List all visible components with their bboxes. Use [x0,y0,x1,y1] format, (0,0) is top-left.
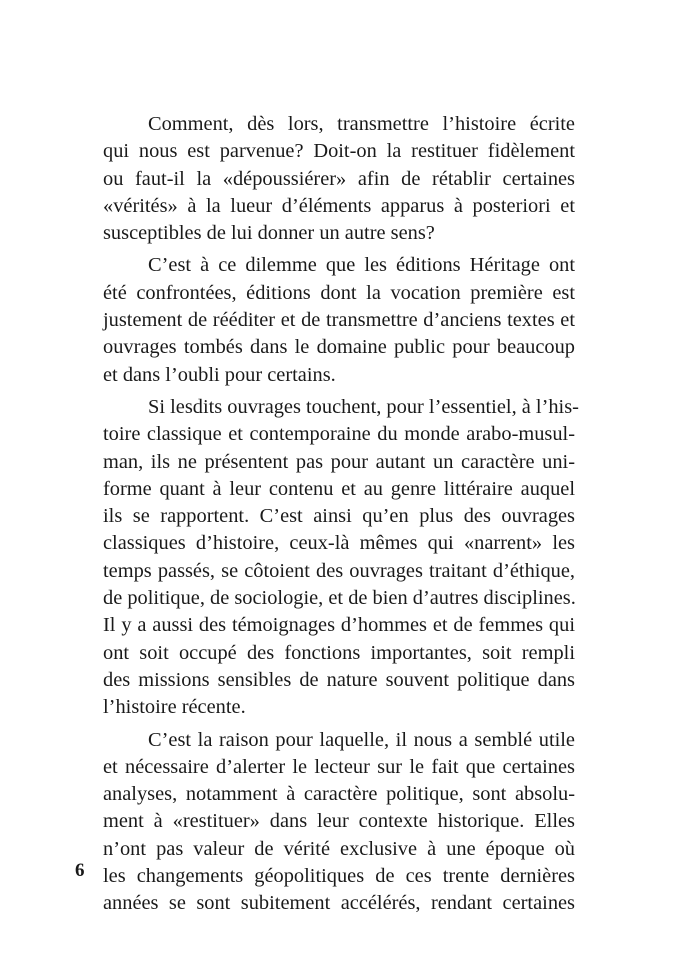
text-line: temps passés, se côtoient des ouvrages traitant d’éthique, [103,559,575,582]
text-line: et nécessaire d’alerter le lecteur sur le fait que certaines [103,755,575,778]
text-line: ont soit occupé des fonctions importantes, soit rempli [103,641,575,664]
text-line: classiques d’histoire, ceux-là mêmes qui «narrent» les [103,532,575,555]
paragraph-4 [103,727,575,918]
text-line: C’est la raison pour laquelle, il nous a semblé utile [148,728,575,751]
text-line: années se sont subitement accélérés, rendant certaines [103,892,575,915]
text-line: des missions sensibles de nature souvent politique dans [103,668,575,691]
text-line: les changements géopolitiques de ces trente dernières [103,865,575,888]
text-line: ouvrages tombés dans le domaine public pour beaucoup [103,336,575,359]
text-line: de politique, de sociologie, et de bien d’autres disciplines. [103,587,576,610]
body-text [103,111,579,923]
text-line: «vérités» à la lueur d’éléments apparus à posteriori et [103,194,575,217]
text-line: Si lesdits ouvrages touchent, pour l’essentiel, à l’his- [148,395,579,418]
text-line: ou faut-il la «dépoussiérer» afin de rétablir certaines [103,167,575,190]
text-line: justement de rééditer et de transmettre d’anciens textes et [103,309,575,332]
text-line: C’est à ce dilemme que les éditions Héritage ont [148,254,575,277]
text-line: n’ont pas valeur de vérité exclusive à une époque où [103,837,575,860]
paragraph-3 [103,394,579,722]
text-line: toire classique et contemporaine du monde arabo-musul- [103,423,575,446]
text-line: analyses, notamment à caractère politique, sont absolu- [103,783,575,806]
text-line: forme quant à leur contenu et au genre littéraire auquel [103,477,575,500]
text-line: Comment, dès lors, transmettre l’histoire écrite [148,113,575,135]
text-line: susceptibles de lui donner un autre sens? [103,222,435,245]
text-line: été confrontées, éditions dont la vocation première est [103,281,575,304]
paragraph-1 [103,111,575,247]
text-line: man, ils ne présentent pas pour autant un caractère uni- [103,450,575,473]
text-line: et dans l’oubli pour certains. [103,363,336,386]
text-line: l’histoire récente. [103,696,246,719]
paragraph-2 [103,252,575,388]
text-line: qui nous est parvenue? Doit-on la restituer fidèlement [103,140,575,163]
text-line: ils se rapportent. C’est ainsi qu’en plus des ouvrages [103,505,575,528]
page-number: 6 [75,860,85,881]
text-line: ment à «restituer» dans leur contexte historique. Elles [103,810,575,833]
text-line: Il y a aussi des témoignages d’hommes et de femmes qui [103,614,575,637]
